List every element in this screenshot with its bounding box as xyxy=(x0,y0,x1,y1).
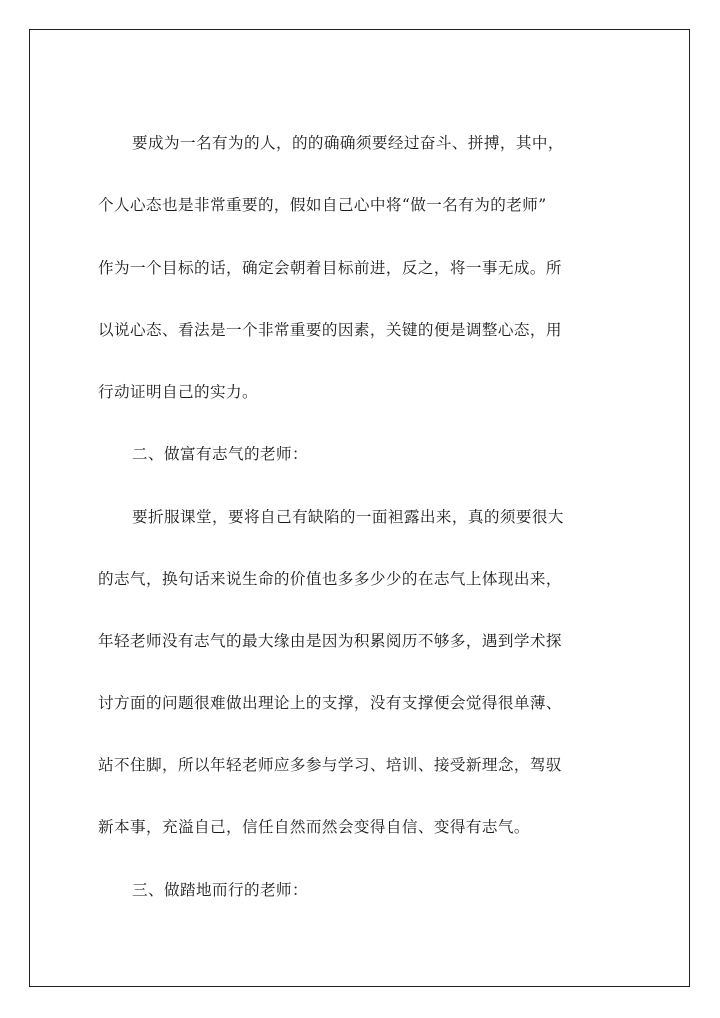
section-heading-2: 二、做富有志气的老师： xyxy=(132,445,308,463)
paragraph-2-line-1: 要折服课堂，要将自己有缺陷的一面袒露出来，真的须要很大 xyxy=(132,508,564,526)
paragraph-1-line-5: 行动证明自己的实力。 xyxy=(98,383,258,401)
paragraph-1-line-3: 作为一个目标的话，确定会朝着目标前进，反之，将一事无成。所 xyxy=(98,259,562,277)
paragraph-1-line-2: 个人心态也是非常重要的，假如自己心中将“做一名有为的老师” xyxy=(98,196,547,214)
paragraph-1-line-4: 以说心态、看法是一个非常重要的因素，关键的便是调整心态，用 xyxy=(98,321,562,339)
paragraph-2-line-4: 讨方面的问题很难做出理论上的支撑，没有支撑便会觉得很单薄、 xyxy=(98,694,562,712)
paragraph-2-line-3: 年轻老师没有志气的最大缘由是因为积累阅历不够多，遇到学术探 xyxy=(98,632,562,650)
paragraph-2-line-6: 新本事，充溢自己，信任自然而然会变得自信、变得有志气。 xyxy=(98,818,530,836)
paragraph-2-line-5: 站不住脚，所以年轻老师应多参与学习、培训、接受新理念，驾驭 xyxy=(98,756,562,774)
paragraph-1-line-1: 要成为一名有为的人，的的确确须要经过奋斗、拼搏，其中， xyxy=(132,134,564,152)
paragraph-2-line-2: 的志气，换句话来说生命的价值也多多少少的在志气上体现出来， xyxy=(98,570,562,588)
section-heading-3: 三、做踏地而行的老师： xyxy=(132,881,308,899)
